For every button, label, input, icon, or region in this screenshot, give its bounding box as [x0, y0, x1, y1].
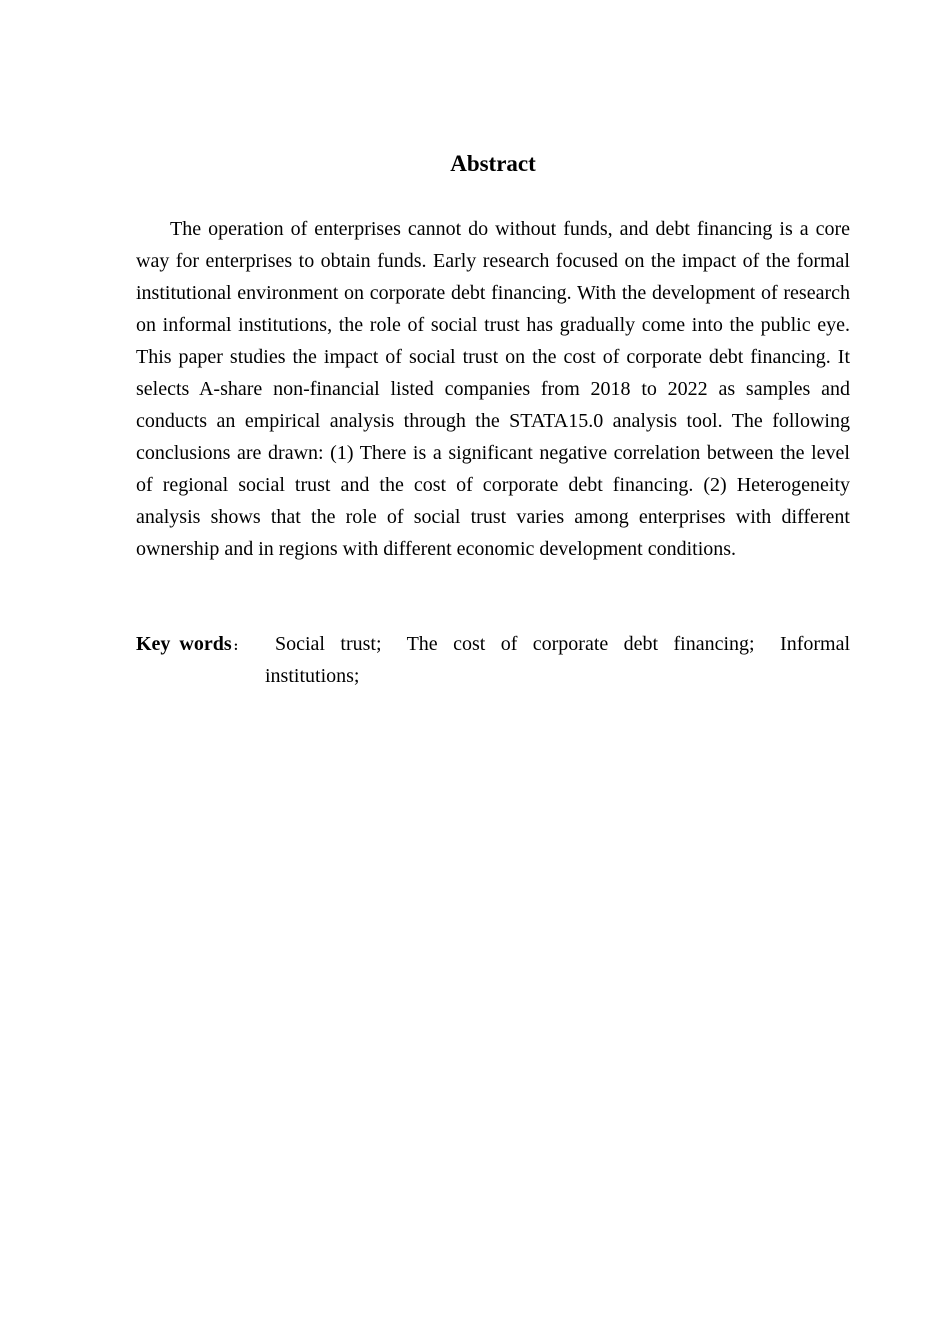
keywords-section: [136, 628, 850, 692]
keywords-colon: :: [233, 639, 239, 654]
page-title: Abstract: [450, 151, 536, 176]
abstract-paragraph: The operation of enterprises cannot do without funds, and debt financing is a core way for enterprises to obtain funds. Early research focused on the impact of the formal institutional environment on corporate debt financing. With the development of research on informal institutions, the role of social trust has gradually come into the public eye. This paper studies the impact of social trust on the cost of corporate debt financing. It selects A-share non-financial listed companies from 2018 to 2022 as samples and conducts an empirical analysis through the STATA15.0 analysis tool. The following conclusions are drawn: (1) There is a significant negative correlation between the level of regional social trust and the cost of corporate debt financing. (2) Heterogeneity analysis shows that the role of social trust varies among enterprises with different ownership and in regions with different economic development conditions.: [136, 218, 850, 560]
keywords-list: [265, 628, 850, 692]
keyword-item: Social trust;: [275, 633, 382, 655]
keyword-item: Informal institutions;: [265, 633, 851, 687]
keywords-label-text: Key words: [136, 633, 232, 655]
keyword-item: The cost of corporate debt financing;: [406, 633, 755, 655]
keywords-label: [136, 628, 265, 663]
